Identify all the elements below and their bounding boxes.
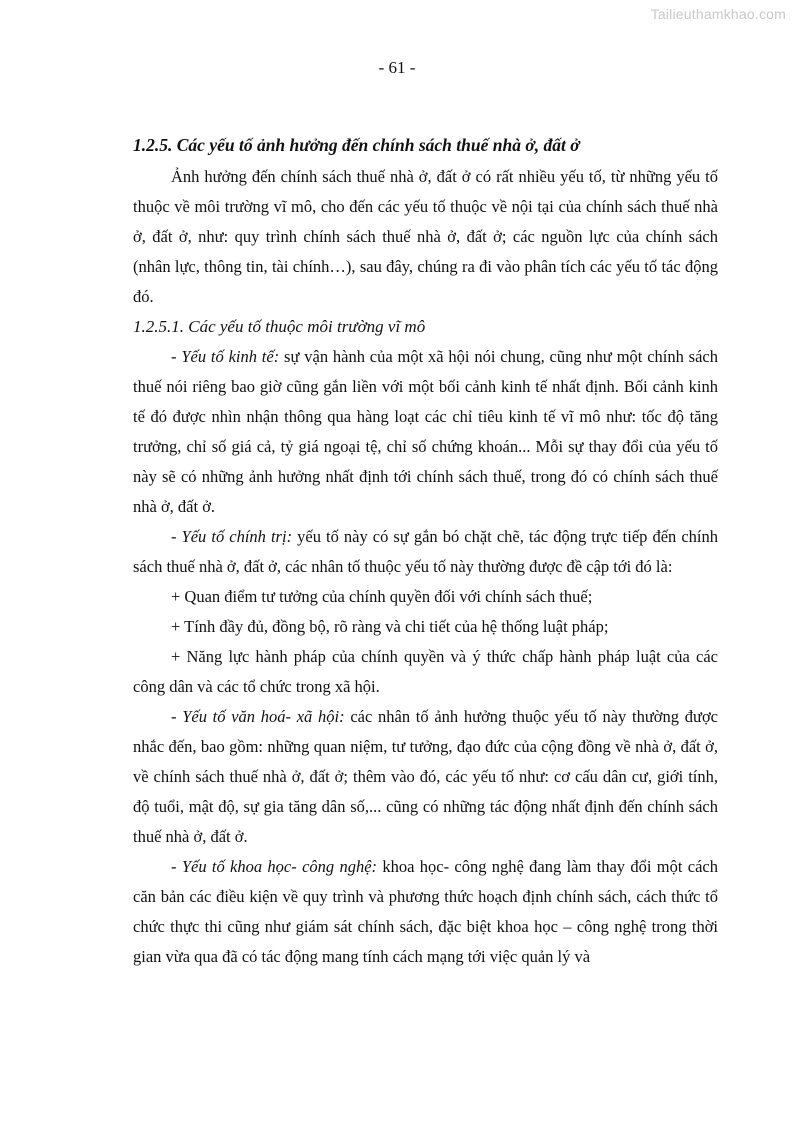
- political-label: - Yếu tố chính trị:: [171, 527, 293, 546]
- subsection-heading: 1.2.5.1. Các yếu tố thuộc môi trường vĩ mô: [133, 317, 426, 336]
- political-paragraph: [133, 522, 718, 582]
- cultural-label: - Yếu tố văn hoá- xã hội:: [171, 707, 345, 726]
- technology-label: - Yếu tố khoa học- công nghệ:: [171, 857, 378, 876]
- bullet-item: + Quan điểm tư tưởng của chính quyền đối với chính sách thuế;: [171, 587, 593, 606]
- political-text: yếu tố này có sự gắn bó chặt chẽ, tác động trực tiếp đến chính sách thuế nhà ở, đất ở, các nhân tố thuộc yếu tố này thường được đề cập tới đó là:: [133, 527, 718, 576]
- economic-text: sự vận hành của một xã hội nói chung, cũng như một chính sách thuế nói riêng bao giờ cũng gắn liền với một bối cảnh kinh tế nhất định. Bối cảnh kinh tế đó được nhìn nhận thông qua hàng loạt các chỉ tiêu kinh tế vĩ mô như: tốc độ tăng trưởng, chỉ số giá cả, tỷ giá ngoại tệ, chỉ số chứng khoán... Mỗi sự thay đổi của yếu tố này sẽ có những ảnh hưởng nhất định tới chính sách thuế, trong đó có chính sách thuế nhà ở, đất ở.: [133, 347, 719, 516]
- cultural-paragraph: [133, 702, 718, 852]
- technology-text: khoa học- công nghệ đang làm thay đổi một cách căn bản các điều kiện về quy trình và phương thức hoạch định chính sách, cách thức tổ chức thực thi cũng như giám sát chính sách, đặc biệt khoa học – công nghệ trong thời gian vừa qua đã có tác động mang tính cách mạng tới việc quản lý và: [133, 857, 718, 966]
- economic-label: - Yếu tố kinh tế:: [171, 347, 280, 366]
- document-body: [133, 130, 718, 972]
- bullet-item: + Năng lực hành pháp của chính quyền và ý thức chấp hành pháp luật của các công dân và các tổ chức trong xã hội.: [133, 647, 718, 696]
- section-heading: 1.2.5. Các yếu tố ảnh hưởng đến chính sách thuế nhà ở, đất ở: [133, 135, 580, 155]
- page-number: - 61 -: [378, 58, 416, 77]
- intro-paragraph: Ảnh hưởng đến chính sách thuế nhà ở, đất ở có rất nhiều yếu tố, từ những yếu tố thuộc về môi trường vĩ mô, cho đến các yếu tố thuộc về nội tại của chính sách thuế nhà ở, đất ở, như: quy trình chính sách thuế nhà ở, đất ở; các nguồn lực của chính sách (nhân lực, thông tin, tài chính…), sau đây, chúng ra đi vào phân tích các yếu tố tác động đó.: [133, 167, 718, 306]
- cultural-text: các nhân tố ảnh hưởng thuộc yếu tố này thường được nhắc đến, bao gồm: những quan niệm, tư tưởng, đạo đức của cộng đồng về nhà ở, đất ở, về chính sách thuế nhà ở, đất ở; thêm vào đó, các yếu tố như: cơ cấu dân cư, giới tính, độ tuổi, mật độ, sự gia tăng dân số,... cũng có những tác động nhất định đến chính sách thuế nhà ở, đất ở.: [133, 707, 718, 846]
- technology-paragraph: [133, 852, 718, 972]
- watermark: Tailieuthamkhao.com: [650, 6, 786, 22]
- bullet-item: + Tính đầy đủ, đồng bộ, rõ ràng và chi tiết của hệ thống luật pháp;: [171, 617, 609, 636]
- economic-paragraph: [133, 342, 718, 522]
